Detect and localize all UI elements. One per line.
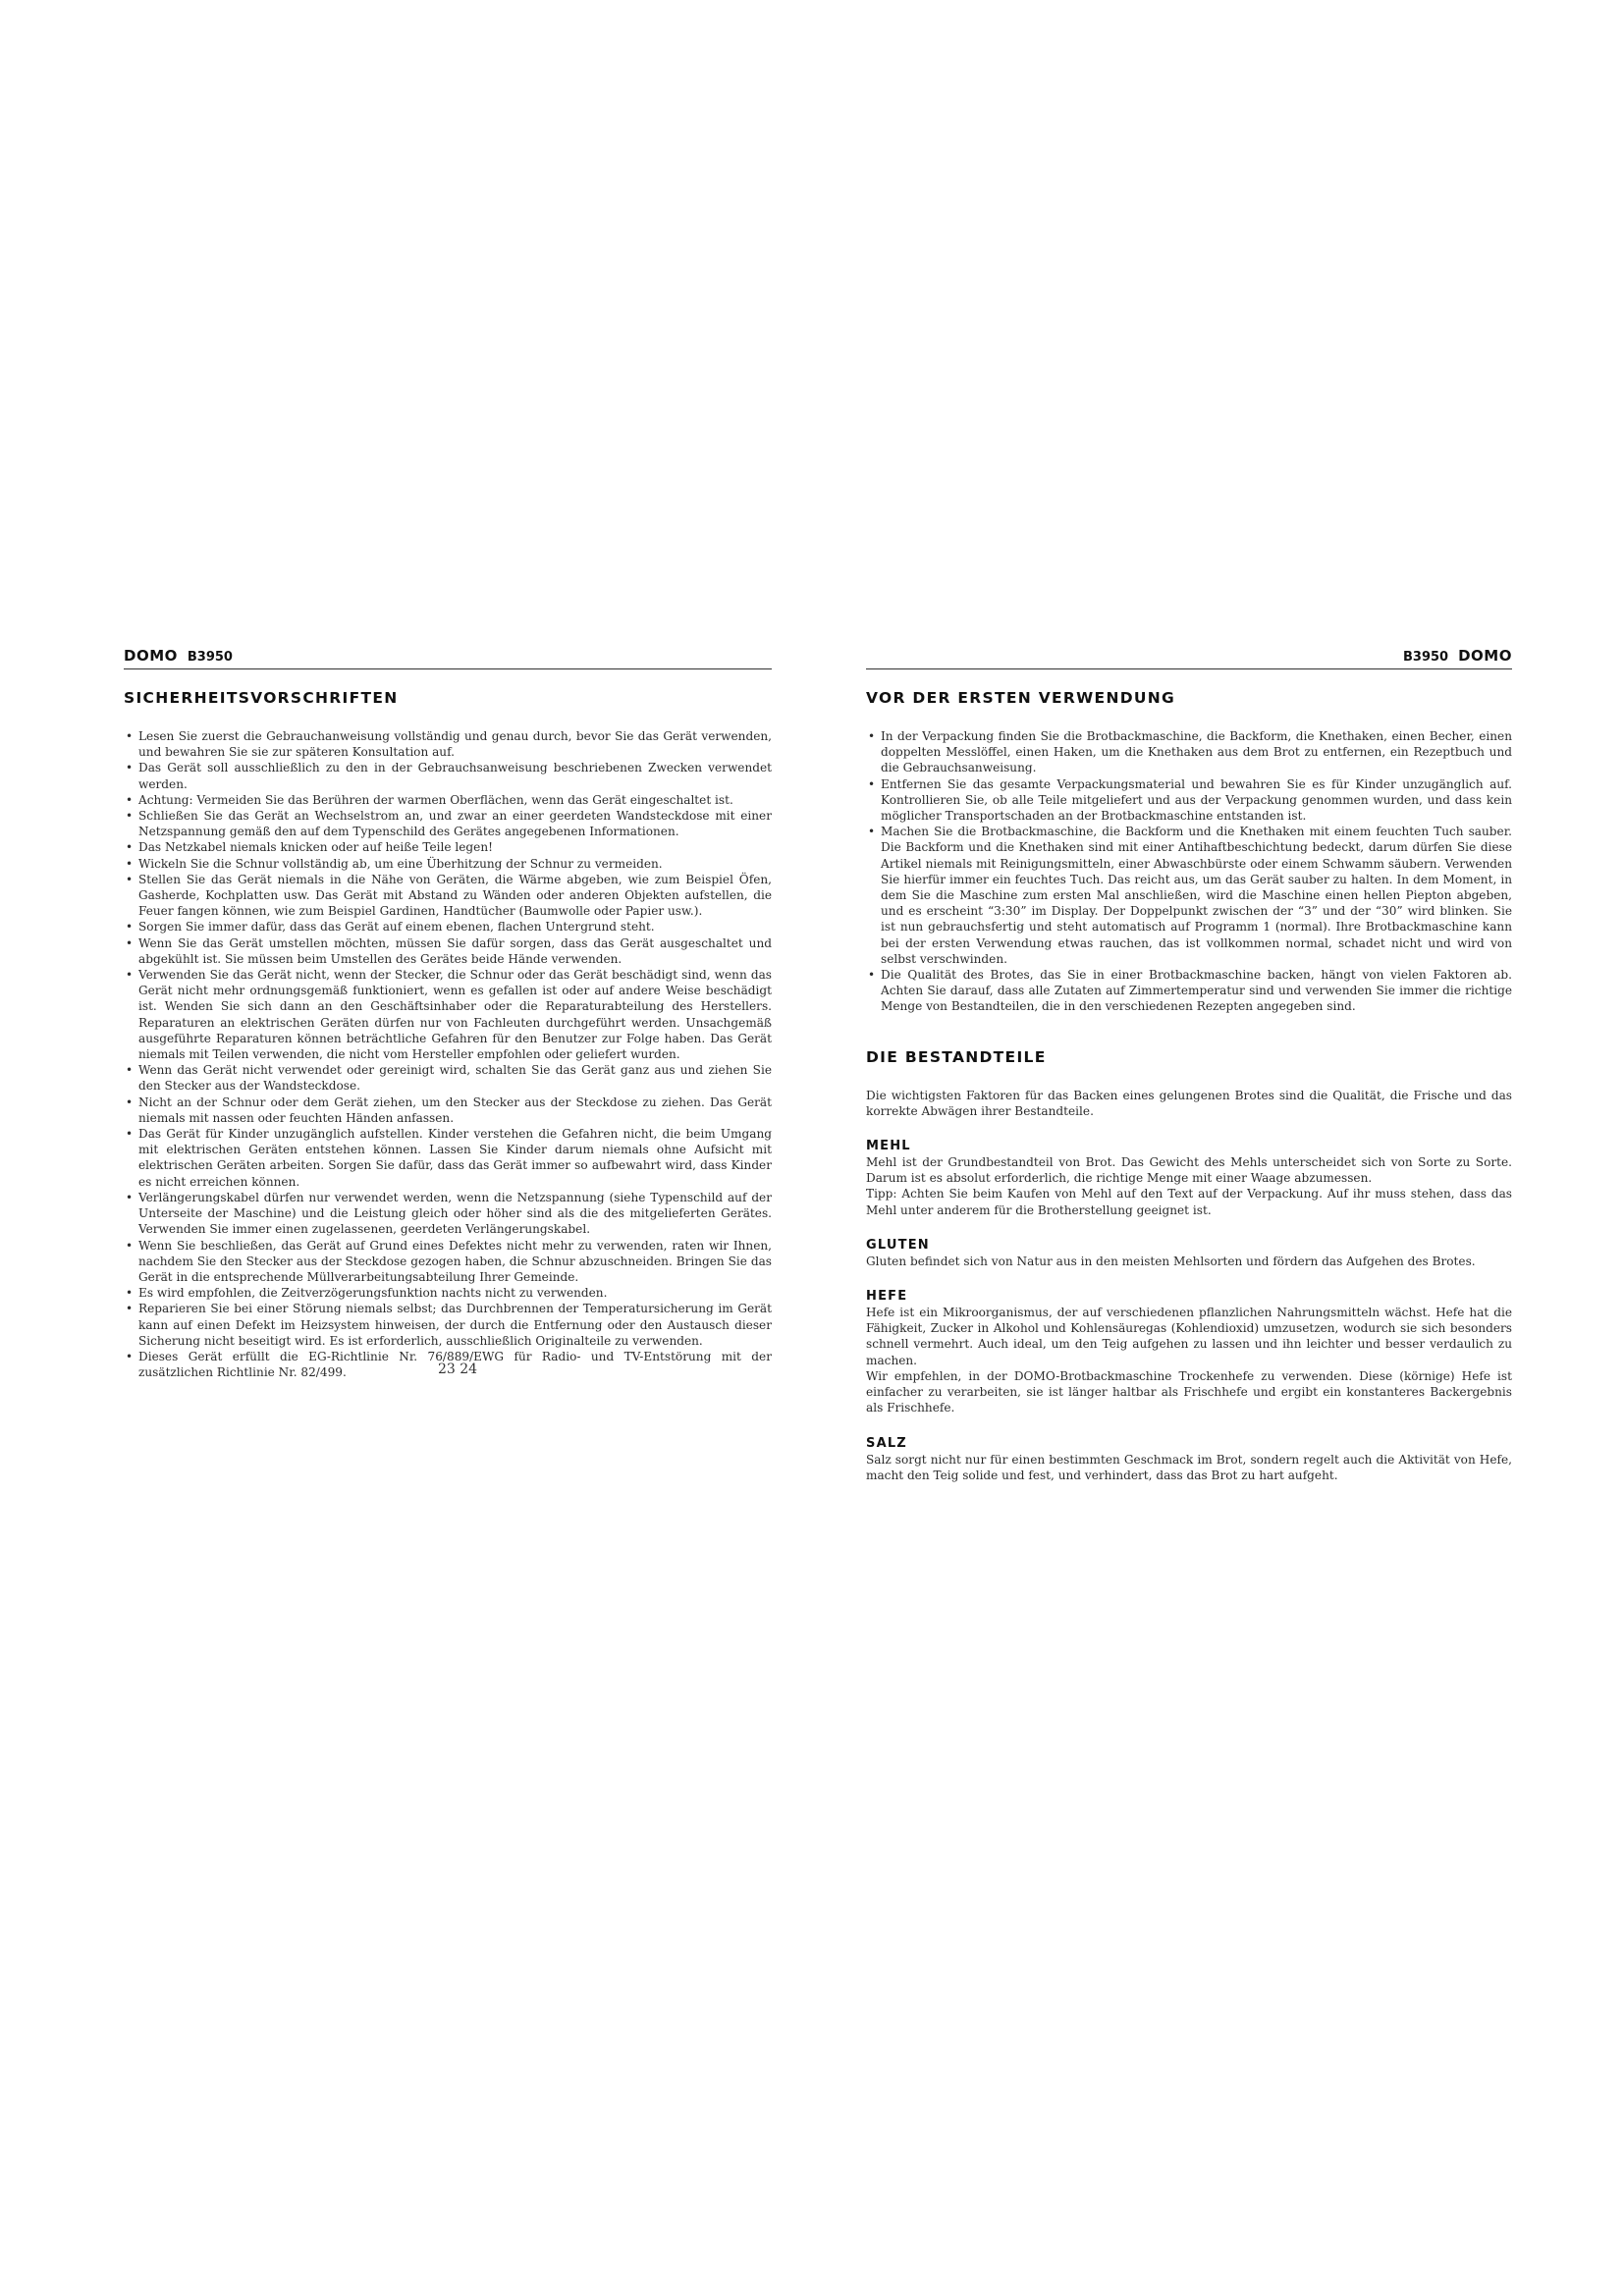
subsection-title-mehl: MEHL (866, 1139, 911, 1154)
list-item: • Wenn Sie beschließen, das Gerät auf Grund eines Defektes nicht mehr zu verwenden, raten wir Ihnen, nachdem Sie den Stecker aus der Steckdose gezogen haben, die Schnur abzuschneiden. Bringen Sie das Gerät in die entsprechende Müllverarbeitungsabteilung Ihrer Gemeinde. (124, 1238, 772, 1286)
model-number: B3950 (1403, 650, 1449, 665)
list-item: • Entfernen Sie das gesamte Verpackungsmaterial und bewahren Sie es für Kinder unzugänglich auf. Kontrollieren Sie, ob alle Teile mitgeliefert und aus der Verpackung genommen wurden, und dass kein möglicher Transportschaden an der Brotbackmaschine entstanden ist. (866, 776, 1512, 825)
list-item: • Es wird empfohlen, die Zeitverzögerungsfunktion nachts nicht zu verwenden. (124, 1285, 772, 1301)
section-title-first-use: VOR DER ERSTEN VERWENDUNG (866, 689, 1176, 707)
right-page-header (866, 643, 1512, 669)
subsection-title-salz: SALZ (866, 1435, 907, 1451)
list-item: • Das Netzkabel niemals knicken oder auf heiße Teile legen! (124, 839, 772, 855)
list-item: • Sorgen Sie immer dafür, dass das Gerät auf einem ebenen, flachen Untergrund steht. (124, 919, 772, 934)
subsection-title-hefe: HEFE (866, 1289, 908, 1305)
section-title-ingredients: DIE BESTANDTEILE (866, 1047, 1047, 1066)
salz-paragraph: Salz sorgt nicht nur für einen bestimmten Geschmack im Brot, sondern regelt auch die Aktivität von Hefe, macht den Teig solide und fest, und verhindert, dass das Brot zu hart aufgeht. (866, 1452, 1512, 1482)
brand-logo: DOMO (1458, 647, 1512, 665)
left-page-header (124, 643, 772, 669)
list-item: • Wickeln Sie die Schnur vollständig ab, um eine Überhitzung der Schnur zu vermeiden. (124, 856, 772, 872)
mehl-tip: Tipp: Achten Sie beim Kaufen von Mehl auf den Text auf der Verpackung. Auf ihr muss stehen, dass das Mehl unter anderem für die Brotherstellung geeignet ist. (866, 1187, 1512, 1217)
list-item: • Das Gerät für Kinder unzugänglich aufstellen. Kinder verstehen die Gefahren nicht, die beim Umgang mit elektrischen Geräten entstehen können. Lassen Sie Kinder darum niemals ohne Aufsicht mit elektrischen Geräten arbeiten. Sorgen Sie dafür, dass das Gerät immer so aufbewahrt wird, dass Kinder es nicht erreichen können. (124, 1126, 772, 1190)
safety-list (124, 728, 772, 1380)
right-page (866, 643, 1512, 1483)
list-item: • Wenn das Gerät nicht verwendet oder gereinigt wird, schalten Sie das Gerät ganz aus und ziehen Sie den Stecker aus der Wandsteckdose. (124, 1062, 772, 1094)
list-item: • Das Gerät soll ausschließlich zu den in der Gebrauchsanweisung beschriebenen Zwecken verwendet werden. (124, 760, 772, 791)
subsection-title-gluten: GLUTEN (866, 1237, 930, 1253)
list-item: • Stellen Sie das Gerät niemals in die Nähe von Geräten, die Wärme abgeben, wie zum Beispiel Öfen, Gasherde, Kochplatten usw. Das Gerät mit Abstand zu Wänden oder anderen Objekten aufstellen, die Feuer fangen können, wie zum Beispiel Gardinen, Handtücher (Baumwolle oder Papier usw.). (124, 872, 772, 920)
hefe-paragraph: Hefe ist ein Mikroorganismus, der auf verschiedenen pflanzlichen Nahrungsmitteln wächst. Hefe hat die Fähigkeit, Zucker in Alkohol und Kohlensäuregas (Kohlendioxid) umzusetzen, wodurch sie sich besonders schnell vermehrt. Auch ideal, um den Teig aufgehen zu lassen und ihn leichter und besser verdaulich zu machen. (866, 1306, 1512, 1367)
ingredients-intro: Die wichtigsten Faktoren für das Backen eines gelungenen Brotes sind die Qualität, die Frische und das korrekte Abwägen ihrer Bestandteile. (866, 1088, 1512, 1118)
mehl-paragraph: Mehl ist der Grundbestandteil von Brot. Das Gewicht des Mehls unterscheidet sich von Sorte zu Sorte. Darum ist es absolut erforderlich, die richtige Menge mit einer Waage abzumessen. (866, 1155, 1512, 1186)
list-item: • Reparieren Sie bei einer Störung niemals selbst; das Durchbrennen der Temperatursicherung im Gerät kann auf einen Defekt im Heizsystem hinweisen, der durch die Entfernung oder den Austausch dieser Sicherung nicht beseitigt wird. Es ist erforderlich, ausschließlich Originalteile zu verwenden. (124, 1301, 772, 1349)
section-title-safety: SICHERHEITSVORSCHRIFTEN (124, 689, 399, 707)
list-item: • Machen Sie die Brotbackmaschine, die Backform und die Knethaken mit einem feuchten Tuch sauber. Die Backform und die Knethaken sind mit einer Antihaftbeschichtung bedeckt, darum dürfen Sie diese Artikel niemals mit Reinigungsmitteln, einer Abwaschbürste oder einem Schwamm säubern. Verwenden Sie hierfür immer ein feuchtes Tuch. Das reicht aus, um das Gerät sauber zu halten. In dem Moment, in dem Sie die Maschine zum ersten Mal anschließen, wird die Maschine einen hellen Piepton abgeben, und es erscheint “3:30” im Display. Der Doppelpunkt zwischen der “3” und der “30” wird blinken. Sie ist nun gebrauchsfertig und steht automatisch auf Programm 1 (normal). Ihre Brotbackmaschine kann bei der ersten Verwendung etwas rauchen, das ist vollkommen normal, schadet nicht und wird von selbst verschwinden. (866, 824, 1512, 967)
left-page (124, 643, 772, 1380)
list-item: • Dieses Gerät erfüllt die EG-Richtlinie Nr. 76/889/EWG für Radio- und TV-Entstörung mit der zusätzlichen Richtlinie Nr. 82/499. (124, 1349, 772, 1380)
gluten-paragraph: Gluten befindet sich von Natur aus in den meisten Mehlsorten und fördern das Aufgehen des Brotes. (866, 1254, 1476, 1268)
list-item: • In der Verpackung finden Sie die Brotbackmaschine, die Backform, die Knethaken, einen Becher, einen doppelten Messlöffel, einen Haken, um die Knethaken aus dem Brot zu entfernen, ein Rezeptbuch und die Gebrauchsanweisung. (866, 728, 1512, 776)
list-item: • Wenn Sie das Gerät umstellen möchten, müssen Sie dafür sorgen, dass das Gerät ausgeschaltet und abgekühlt ist. Sie müssen beim Umstellen des Gerätes beide Hände verwenden. (124, 935, 772, 967)
list-item: • Die Qualität des Brotes, das Sie in einer Brotbackmaschine backen, hängt von vielen Faktoren ab. Achten Sie darauf, dass alle Zutaten auf Zimmertemperatur sind und verwenden Sie immer die richtige Menge von Bestandteilen, die in den verschiedenen Rezepten angegeben sind. (866, 967, 1512, 1015)
hefe-recommendation: Wir empfehlen, in der DOMO-Brotbackmaschine Trockenhefe zu verwenden. Diese (körnige) Hefe ist einfacher zu verarbeiten, sie ist länger haltbar als Frischhefe und ergibt ein konstanteres Backergebnis als Frischhefe. (866, 1368, 1512, 1415)
list-item: • Verwenden Sie das Gerät nicht, wenn der Stecker, die Schnur oder das Gerät beschädigt sind, wenn das Gerät nicht mehr ordnungsgemäß funktioniert, wenn es gefallen ist oder auf andere Weise beschädigt ist. Wenden Sie sich dann an den Geschäftsinhaber oder die Reparaturabteilung des Herstellers. Reparaturen an elektrischen Geräten dürfen nur von Fachleuten durchgeführt werden. Unsachgemäß ausgeführte Reparaturen können beträchtliche Gefahren für den Benutzer zur Folge haben. Das Gerät niemals mit Teilen verwenden, die nicht vom Hersteller empfohlen oder geliefert wurden. (124, 967, 772, 1062)
page-number: 23 24 (438, 1362, 478, 1377)
model-number: B3950 (187, 650, 233, 665)
brand-logo: DOMO (124, 647, 178, 665)
list-item: • Verlängerungskabel dürfen nur verwendet werden, wenn die Netzspannung (siehe Typenschild auf der Unterseite der Maschine) und die Leistung gleich oder höher sind als die des mitgelieferten Gerätes. Verwenden Sie immer einen zugelassenen, geerdeten Verlängerungskabel. (124, 1190, 772, 1238)
list-item: • Schließen Sie das Gerät an Wechselstrom an, und zwar an einer geerdeten Wandsteckdose mit einer Netzspannung gemäß den auf dem Typenschild des Gerätes angegebenen Informationen. (124, 808, 772, 839)
list-item: • Nicht an der Schnur oder dem Gerät ziehen, um den Stecker aus der Steckdose zu ziehen. Das Gerät niemals mit nassen oder feuchten Händen anfassen. (124, 1095, 772, 1126)
list-item: • Lesen Sie zuerst die Gebrauchanweisung vollständig und genau durch, bevor Sie das Gerät verwenden, und bewahren Sie sie zur späteren Konsultation auf. (124, 728, 772, 760)
list-item: • Achtung: Vermeiden Sie das Berühren der warmen Oberflächen, wenn das Gerät eingeschaltet ist. (124, 792, 772, 808)
first-use-list (866, 728, 1512, 1015)
